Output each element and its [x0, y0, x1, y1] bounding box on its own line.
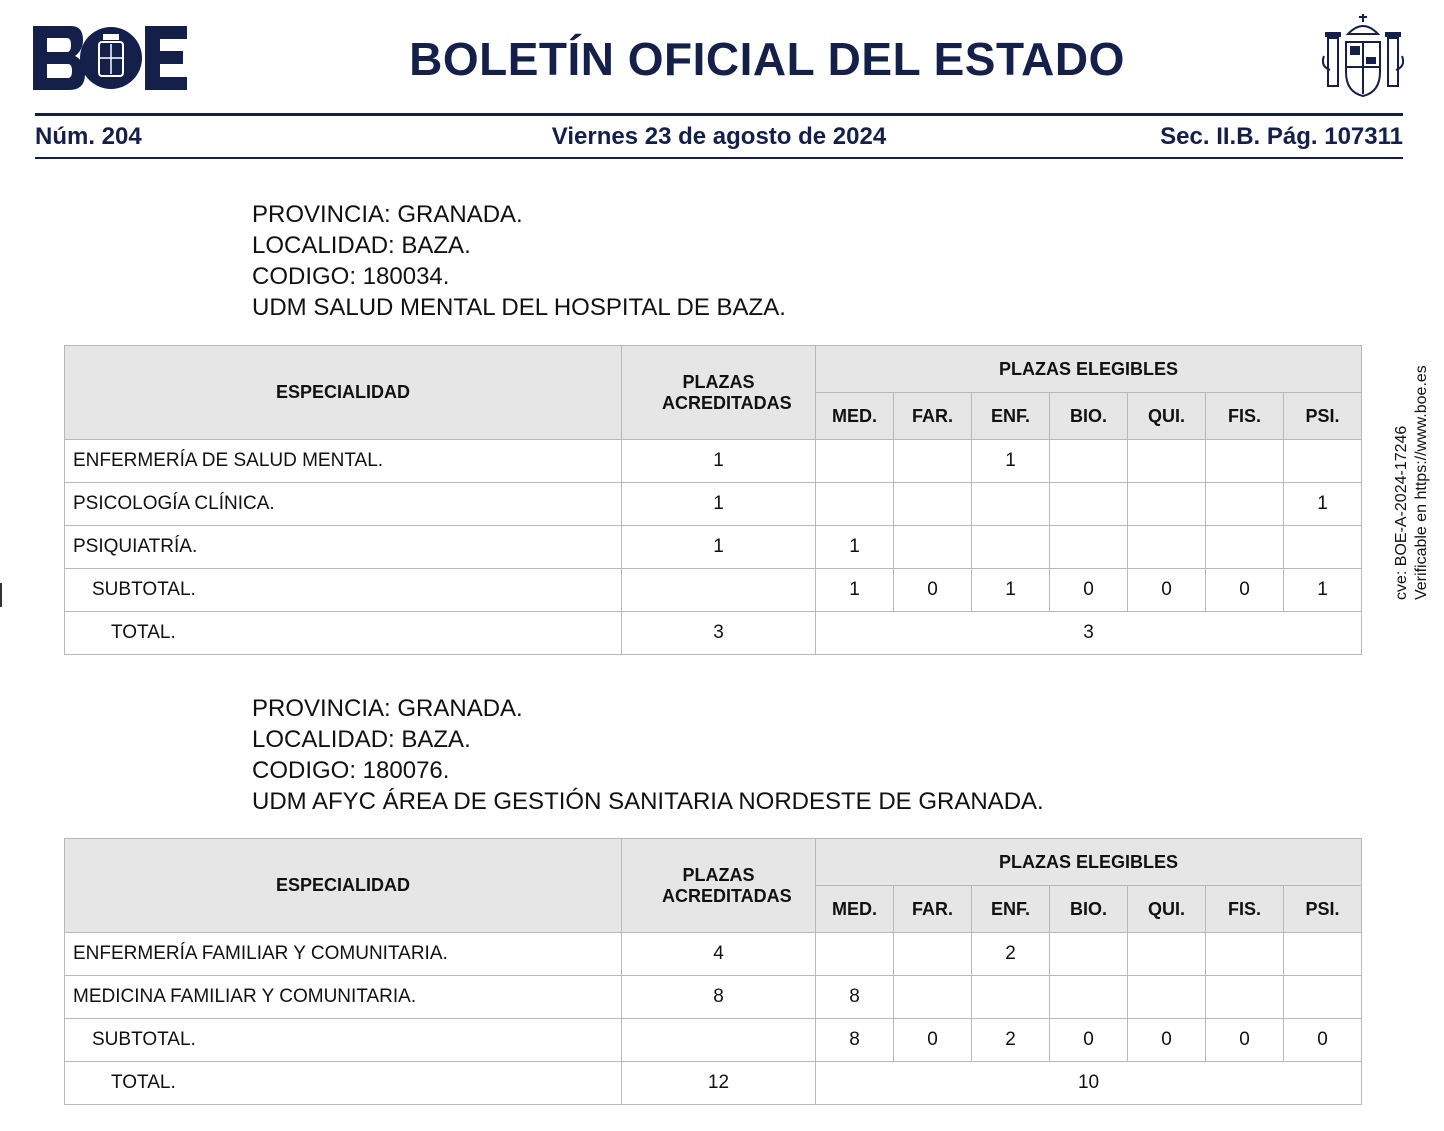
total-elegibles: 3: [816, 612, 1362, 655]
row-name: ENFERMERÍA DE SALUD MENTAL.: [65, 440, 622, 483]
issue-date: Viernes 23 de agosto de 2024: [551, 123, 887, 150]
cell-psi: [1284, 526, 1362, 569]
col-far: FAR.: [894, 393, 972, 440]
cell-bio: [1050, 976, 1128, 1019]
info-bar: [35, 121, 1403, 153]
subtotal-fis: 0: [1206, 569, 1284, 612]
block-2-heading: [252, 693, 1044, 817]
cell-qui: [1128, 933, 1206, 976]
cell-far: [894, 440, 972, 483]
row-acreditadas: 8: [622, 976, 816, 1019]
cell-enf: 1: [972, 440, 1050, 483]
subtotal-enf: 1: [972, 569, 1050, 612]
cve-code: cve: BOE-A-2024-17246: [1393, 425, 1410, 600]
col-plazas-elegibles: PLAZAS ELEGIBLES: [816, 346, 1362, 393]
row-acreditadas: 1: [622, 526, 816, 569]
row-name: ENFERMERÍA FAMILIAR Y COMUNITARIA.: [65, 933, 622, 976]
row-name: PSIQUIATRÍA.: [65, 526, 622, 569]
table-row: [65, 526, 1362, 569]
col-qui: QUI.: [1128, 393, 1206, 440]
subtotal-row: [65, 569, 1362, 612]
cell-far: [894, 976, 972, 1019]
cell-psi: [1284, 440, 1362, 483]
col-enf: ENF.: [972, 393, 1050, 440]
provincia: PROVINCIA: GRANADA.: [252, 201, 523, 228]
cell-fis: [1206, 440, 1284, 483]
margin-mark: [0, 583, 2, 607]
subtotal-fis: 0: [1206, 1019, 1284, 1062]
col-fis: FIS.: [1206, 393, 1284, 440]
subtotal-med: 8: [816, 1019, 894, 1062]
localidad: LOCALIDAD: BAZA.: [252, 726, 471, 753]
codigo: CODIGO: 180034.: [252, 263, 450, 290]
subtotal-row: [65, 1019, 1362, 1062]
subtotal-enf: 2: [972, 1019, 1050, 1062]
cell-enf: [972, 483, 1050, 526]
subtotal-label: SUBTOTAL.: [65, 1019, 622, 1062]
total-row: [65, 1062, 1362, 1105]
col-far: FAR.: [894, 886, 972, 933]
col-plazas-acreditadas: PLAZAS ACREDITADAS: [622, 839, 816, 933]
col-plazas-elegibles: PLAZAS ELEGIBLES: [816, 839, 1362, 886]
codigo: CODIGO: 180076.: [252, 757, 450, 784]
total-row: [65, 612, 1362, 655]
cell-bio: [1050, 526, 1128, 569]
section-page: Sec. II.B. Pág. 107311: [1160, 123, 1403, 150]
subtotal-far: 0: [894, 569, 972, 612]
verification-note: [1392, 365, 1432, 600]
col-med: MED.: [816, 886, 894, 933]
plazas-table-2: [64, 838, 1362, 1105]
col-especialidad: ESPECIALIDAD: [65, 346, 622, 440]
cell-med: [816, 440, 894, 483]
col-enf: ENF.: [972, 886, 1050, 933]
total-elegibles: 10: [816, 1062, 1362, 1105]
localidad: LOCALIDAD: BAZA.: [252, 232, 471, 259]
cell-psi: [1284, 933, 1362, 976]
header-rule-bottom: [35, 157, 1403, 159]
cell-fis: [1206, 526, 1284, 569]
table-row: [65, 976, 1362, 1019]
subtotal-bio: 0: [1050, 1019, 1128, 1062]
subtotal-acreditadas: [622, 569, 816, 612]
verify-url: Verificable en https://www.boe.es: [1413, 365, 1430, 600]
subtotal-med: 1: [816, 569, 894, 612]
cell-fis: [1206, 933, 1284, 976]
total-label: TOTAL.: [65, 612, 622, 655]
cell-bio: [1050, 933, 1128, 976]
cell-enf: [972, 976, 1050, 1019]
total-acreditadas: 12: [622, 1062, 816, 1105]
row-acreditadas: 1: [622, 483, 816, 526]
issue-number: Núm. 204: [35, 123, 142, 150]
cell-med: 1: [816, 526, 894, 569]
row-name: MEDICINA FAMILIAR Y COMUNITARIA.: [65, 976, 622, 1019]
subtotal-far: 0: [894, 1019, 972, 1062]
subtotal-psi: 1: [1284, 569, 1362, 612]
cell-qui: [1128, 440, 1206, 483]
col-psi: PSI.: [1284, 393, 1362, 440]
cell-far: [894, 483, 972, 526]
total-label: TOTAL.: [65, 1062, 622, 1105]
row-acreditadas: 1: [622, 440, 816, 483]
cell-psi: [1284, 976, 1362, 1019]
subtotal-qui: 0: [1128, 569, 1206, 612]
cell-med: 8: [816, 976, 894, 1019]
cell-fis: [1206, 976, 1284, 1019]
cell-med: [816, 483, 894, 526]
cell-enf: [972, 526, 1050, 569]
subtotal-psi: 0: [1284, 1019, 1362, 1062]
cell-qui: [1128, 976, 1206, 1019]
col-plazas-acreditadas: PLAZAS ACREDITADAS: [622, 346, 816, 440]
cell-far: [894, 933, 972, 976]
col-med: MED.: [816, 393, 894, 440]
cell-qui: [1128, 483, 1206, 526]
col-bio: BIO.: [1050, 886, 1128, 933]
row-name: PSICOLOGÍA CLÍNICA.: [65, 483, 622, 526]
provincia: PROVINCIA: GRANADA.: [252, 695, 523, 722]
unidad: UDM SALUD MENTAL DEL HOSPITAL DE BAZA.: [252, 294, 786, 321]
table-row: [65, 440, 1362, 483]
boe-logo: [33, 26, 187, 90]
cell-bio: [1050, 440, 1128, 483]
subtotal-bio: 0: [1050, 569, 1128, 612]
table-row: [65, 933, 1362, 976]
table-row: [65, 483, 1362, 526]
page-title: BOLETÍN OFICIAL DEL ESTADO: [409, 33, 1125, 85]
row-acreditadas: 4: [622, 933, 816, 976]
cell-psi: 1: [1284, 483, 1362, 526]
col-psi: PSI.: [1284, 886, 1362, 933]
cell-far: [894, 526, 972, 569]
plazas-table-1: [64, 345, 1362, 655]
total-acreditadas: 3: [622, 612, 816, 655]
subtotal-label: SUBTOTAL.: [65, 569, 622, 612]
cell-enf: 2: [972, 933, 1050, 976]
col-especialidad: ESPECIALIDAD: [65, 839, 622, 933]
cell-qui: [1128, 526, 1206, 569]
subtotal-qui: 0: [1128, 1019, 1206, 1062]
col-qui: QUI.: [1128, 886, 1206, 933]
header-rule-top: [35, 113, 1403, 116]
cell-med: [816, 933, 894, 976]
col-fis: FIS.: [1206, 886, 1284, 933]
coat-of-arms-icon: [1322, 12, 1404, 100]
cell-bio: [1050, 483, 1128, 526]
cell-fis: [1206, 483, 1284, 526]
unidad: UDM AFYC ÁREA DE GESTIÓN SANITARIA NORDESTE DE GRANADA.: [252, 788, 1044, 815]
block-1-heading: [252, 199, 786, 323]
subtotal-acreditadas: [622, 1019, 816, 1062]
col-bio: BIO.: [1050, 393, 1128, 440]
